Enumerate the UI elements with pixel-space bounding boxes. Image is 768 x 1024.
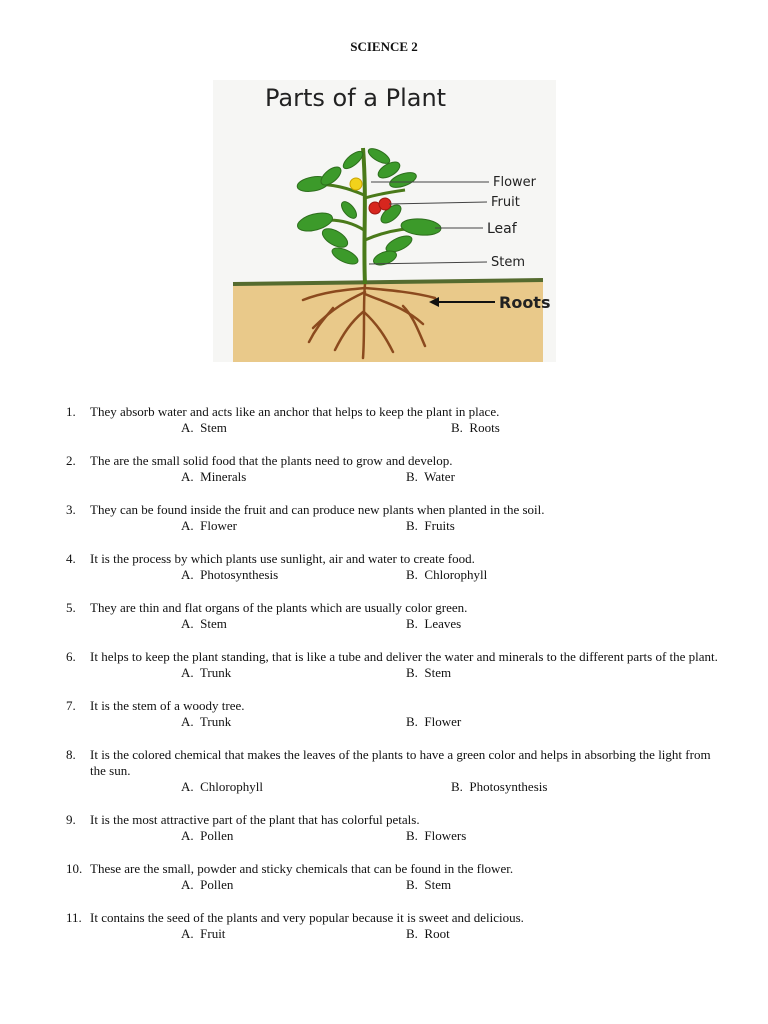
- question-5: [66, 600, 726, 632]
- option-b: B. Stem: [406, 665, 452, 680]
- soil: [233, 280, 543, 362]
- option-a: A. Stem: [181, 616, 227, 631]
- option-a: A. Photosynthesis: [181, 567, 279, 582]
- question-number: 11.: [66, 910, 82, 925]
- question-6: [66, 649, 726, 681]
- option-b: B. Leaves: [406, 616, 462, 631]
- question-number: 6.: [66, 649, 76, 664]
- question-9: [66, 812, 726, 844]
- option-b: B. Flowers: [406, 828, 467, 843]
- plant-diagram: [213, 80, 556, 362]
- option-a: A. Trunk: [181, 665, 232, 680]
- question-2: [66, 453, 726, 485]
- question-number: 8.: [66, 747, 76, 762]
- question-8: [66, 747, 726, 795]
- option-a: A. Pollen: [181, 828, 234, 843]
- question-number: 2.: [66, 453, 76, 468]
- question-list: [66, 404, 726, 959]
- question-text: They are thin and flat organs of the plants which are usually color green.: [90, 600, 468, 615]
- option-b: B. Stem: [406, 877, 452, 892]
- leaves-drawing: [296, 146, 442, 268]
- stem-drawing: [363, 148, 365, 284]
- question-text: It contains the seed of the plants and very popular because it is sweet and delicious.: [90, 910, 524, 925]
- label-roots: Roots: [499, 293, 551, 312]
- option-b: B. Photosynthesis: [451, 779, 548, 794]
- question-text: The are the small solid food that the plants need to grow and develop.: [90, 453, 453, 468]
- option-b: B. Chlorophyll: [406, 567, 488, 582]
- page-title: SCIENCE 2: [350, 39, 418, 54]
- question-1: [66, 404, 726, 436]
- question-text: They absorb water and acts like an anchor that helps to keep the plant in place.: [90, 404, 500, 419]
- label-stem: Stem: [491, 255, 526, 270]
- option-b: B. Fruits: [406, 518, 455, 533]
- question-number: 4.: [66, 551, 76, 566]
- question-7: [66, 698, 726, 730]
- option-a: A. Fruit: [181, 926, 226, 941]
- question-11: [66, 910, 726, 942]
- question-text: It is the stem of a woody tree.: [90, 698, 245, 713]
- question-text: They can be found inside the fruit and can produce new plants when planted in the soil.: [90, 502, 545, 517]
- plant-diagram-svg: [213, 80, 556, 362]
- question-text: These are the small, powder and sticky chemicals that can be found in the flower.: [90, 861, 514, 876]
- question-text: It is the colored chemical that makes the leaves of the plants to have a green color and helps in absorbing the light from the sun.: [90, 747, 711, 778]
- label-flower: Flower: [493, 175, 537, 190]
- question-text: It is the process by which plants use sunlight, air and water to create food.: [90, 551, 475, 566]
- option-a: A. Pollen: [181, 877, 234, 892]
- question-number: 7.: [66, 698, 76, 713]
- question-number: 10.: [66, 861, 83, 876]
- label-fruit: Fruit: [491, 195, 520, 210]
- question-text: It is the most attractive part of the plant that has colorful petals.: [90, 812, 420, 827]
- option-b: B. Flower: [406, 714, 462, 729]
- question-text: It helps to keep the plant standing, that is like a tube and deliver the water and minerals to the different parts of the plant.: [90, 649, 718, 664]
- question-3: [66, 502, 726, 534]
- question-4: [66, 551, 726, 583]
- diagram-title: Parts of a Plant: [265, 84, 447, 112]
- option-b: B. Roots: [451, 420, 500, 435]
- option-a: A. Stem: [181, 420, 227, 435]
- option-a: A. Minerals: [181, 469, 247, 484]
- question-number: 1.: [66, 404, 76, 419]
- question-number: 3.: [66, 502, 76, 517]
- option-a: A. Trunk: [181, 714, 232, 729]
- option-b: B. Water: [406, 469, 455, 484]
- option-b: B. Root: [406, 926, 450, 941]
- label-leaf: Leaf: [487, 221, 517, 237]
- question-number: 5.: [66, 600, 76, 615]
- question-10: [66, 861, 726, 893]
- flower-drawing: [350, 178, 362, 190]
- option-a: A. Chlorophyll: [181, 779, 263, 794]
- question-number: 9.: [66, 812, 76, 827]
- option-a: A. Flower: [181, 518, 237, 533]
